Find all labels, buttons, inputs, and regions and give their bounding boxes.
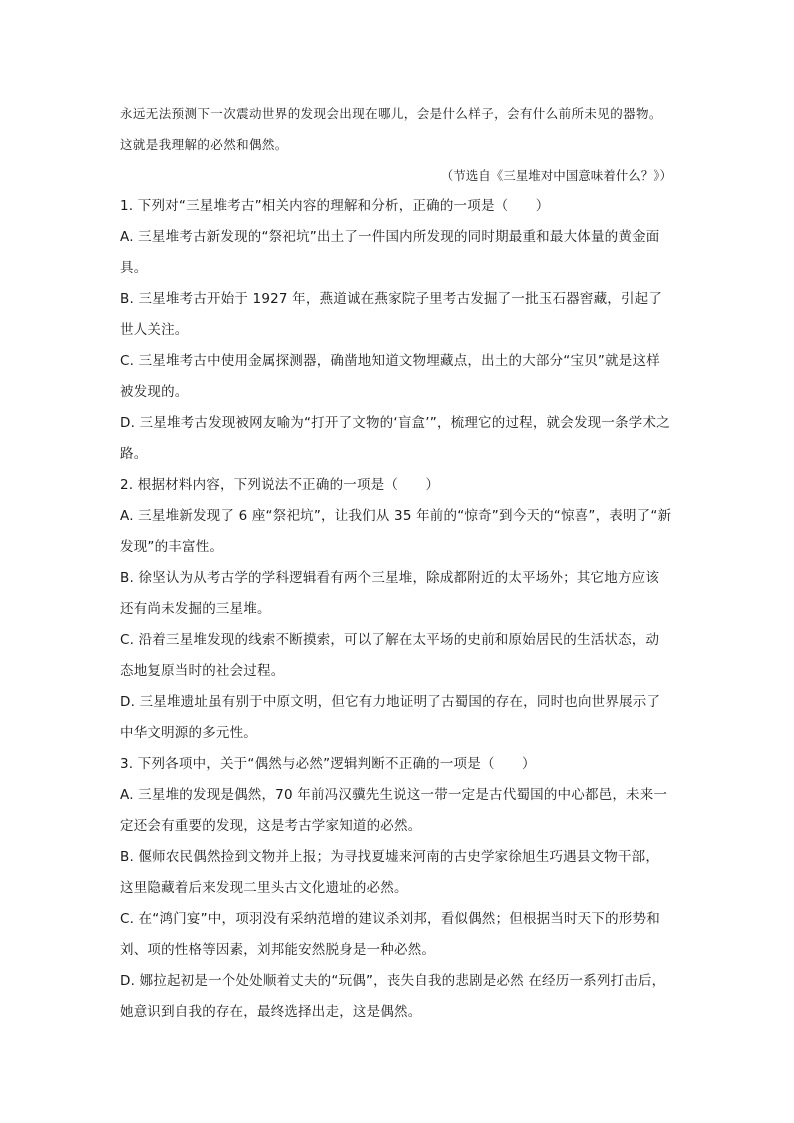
document-content	[120, 98, 672, 1028]
option-b: B. 三星堆考古开始于 1927 年，燕道诚在燕家院子里考古发掘了一批玉石器窖藏，引起了世人关注。	[120, 291, 663, 338]
question-1	[120, 191, 672, 470]
question-2	[120, 470, 672, 749]
option-c: C. 在“鸿门宴”中，项羽没有采纳范增的建议杀刘邦，看似偶然；但根据当时天下的形势和刘、项的性格等因素，刘邦能安然脱身是一种必然。	[120, 911, 660, 958]
question-3	[120, 749, 672, 1028]
option-b: B. 偃师农民偶然捡到文物并上报；为寻找夏墟来河南的古史学家徐旭生巧遇县文物干部，这里隐藏着后来发现二里头古文化遗址的必然。	[120, 849, 660, 896]
option-d: D. 三星堆考古发现被网友喻为“打开了文物的‘盲盒’”，梳理它的过程，就会发现一条学术之路。	[120, 415, 670, 462]
question-stem: 1. 下列对“三星堆考古”相关内容的理解和分析，正确的一项是（ ）	[120, 198, 550, 214]
question-stem: 3. 下列各项中，关于“偶然与必然”逻辑判断不正确的一项是（ ）	[120, 756, 536, 772]
question-stem: 2. 根据材料内容，下列说法不正确的一项是（ ）	[120, 477, 440, 493]
passage-source: （节选自《三星堆对中国意味着什么？》）	[440, 168, 672, 183]
option-a: A. 三星堆新发现了 6 座“祭祀坑”，让我们从 35 年前的“惊奇”到今天的“惊喜”，表明了“新发现”的丰富性。	[120, 508, 672, 555]
option-a: A. 三星堆考古新发现的“祭祀坑”出土了一件国内所发现的同时期最重和最大体量的黄金面具。	[120, 229, 660, 276]
option-b: B. 徐坚认为从考古学的学科逻辑看有两个三星堆，除成都附近的太平场外；其它地方应该还有尚未发掘的三星堆。	[120, 570, 660, 617]
option-a: A. 三星堆的发现是偶然，70 年前冯汉骥先生说这一带一定是古代蜀国的中心都邑，未来一定还会有重要的发现，这是考古学家知道的必然。	[120, 787, 668, 834]
passage-text: 永远无法预测下一次震动世界的发现会出现在哪儿，会是什么样子，会有什么前所未见的器物。这就是我理解的必然和偶然。	[120, 106, 662, 152]
option-c: C. 三星堆考古中使用金属探测器，确凿地知道文物埋藏点，出土的大部分“宝贝”就是这样被发现的。	[120, 353, 660, 400]
option-d: D. 三星堆遗址虽有别于中原文明，但它有力地证明了古蜀国的存在，同时也向世界展示了中华文明源的多元性。	[120, 694, 661, 741]
option-d: D. 娜拉起初是一个处处顺着丈夫的“玩偶”，丧失自我的悲剧是必然 在经历一系列打击后，她意识到自我的存在，最终选择出走，这是偶然。	[120, 973, 666, 1020]
option-c: C. 沿着三星堆发现的线索不断摸索，可以了解在太平场的史前和原始居民的生活状态，动态地复原当时的社会过程。	[120, 632, 660, 679]
